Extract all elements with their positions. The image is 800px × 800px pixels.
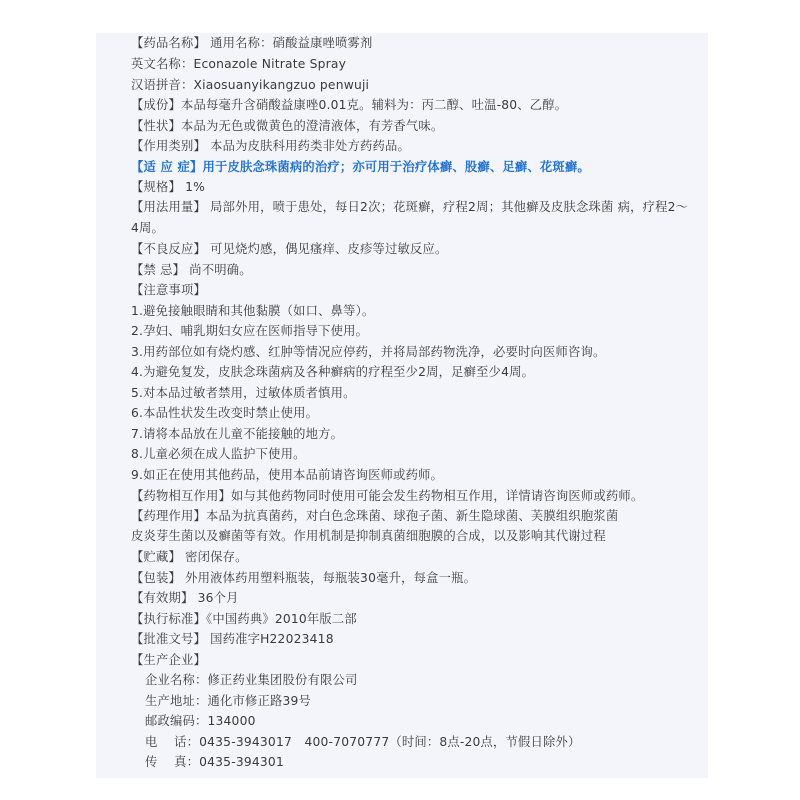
english-name-line: 英文名称：Econazole Nitrate Spray [131,57,347,71]
precaution-item: 1.避免接触眼睛和其他黏膜（如口、鼻等）。 [131,304,375,318]
standard-line: 【执行标准】《中国药典》2010年版二部 [131,612,357,626]
approval-number-line: 【批准文号】 国药准字H22023418 [131,632,334,646]
phone-line: 电 话：0435-3943017 400-7070777（时间：8点-20点，节假日除外） [145,735,581,749]
precaution-item: 9.如正在使用其他药品，使用本品前请咨询医师或药师。 [131,468,444,482]
precaution-item: 4.为避免复发，皮肤念珠菌病及各种癣病的疗程至少2周，足癣至少4周。 [131,365,535,379]
precaution-item: 3.用药部位如有烧灼感、红肿等情况应停药，并将局部药物洗净，必要时向医师咨询。 [131,345,606,359]
pharmacology-line-2: 皮炎芽生菌以及癣菌等有效。作用机制是抑制真菌细胞膜的合成，以及影响其代谢过程 [131,529,606,543]
postal-code-line: 邮政编码：134000 [145,714,256,728]
company-name-line: 企业名称：修正药业集团股份有限公司 [145,673,358,687]
precaution-item: 7.请将本品放在儿童不能接触的地方。 [131,427,344,441]
category-line: 【作用类别】 本品为皮肤科用药类非处方药药品。 [131,139,411,153]
packaging-line: 【包装】 外用液体药用塑料瓶装，每瓶装30毫升，每盒一瓶。 [131,571,477,585]
contraindications-line: 【禁 忌】 尚不明确。 [131,263,252,277]
interactions-line: 【药物相互作用】如与其他药物同时使用可能会发生药物相互作用，详情请咨询医师或药师。 [131,489,644,503]
pharmacology-line: 【药理作用】本品为抗真菌药，对白色念珠菌、球孢子菌、新生隐球菌、芙膜组织胞浆菌 [131,509,619,523]
address-line: 生产地址：通化市修正路39号 [145,694,312,708]
dosage-line: 【用法用量】 局部外用，喷于患处，每日2次；花斑癣，疗程2周；其他癣及皮肤念珠菌 病，疗程2～4周。 [131,200,689,235]
drug-name-line: 【药品名称】 通用名称：硝酸益康唑喷雾剂 [131,36,373,50]
precaution-item: 5.对本品过敏者禁用，过敏体质者慎用。 [131,386,356,400]
storage-line: 【贮藏】 密闭保存。 [131,550,248,564]
precautions-heading: 【注意事项】 [131,283,206,297]
specification-line: 【规格】 1% [131,180,206,194]
adverse-reactions-line: 【不良反应】 可见烧灼感，偶见瘙痒、皮疹等过敏反应。 [131,242,448,256]
appearance-line: 【性状】本品为无色或微黄色的澄清液体，有芳香气味。 [131,119,444,133]
indications-line: 【适 应 症】用于皮肤念珠菌病的治疗；亦可用于治疗体癣、股癣、足癣、花斑癣。 [131,160,590,174]
ingredients-line: 【成份】本品每毫升含硝酸益康唑0.01克。辅料为：丙二醇、吐温-80、乙醇。 [131,98,568,112]
precaution-item: 8.儿童必须在成人监护下使用。 [131,447,306,461]
pinyin-line: 汉语拼音：Xiaosuanyikangzuo penwuji [131,78,370,92]
precaution-item: 2.孕妇、哺乳期妇女应在医师指导下使用。 [131,324,369,338]
precaution-item: 6.本品性状发生改变时禁止使用。 [131,406,319,420]
fax-line: 传 真：0435-394301 [145,755,284,769]
shelf-life-line: 【有效期】 36个月 [131,591,239,605]
manufacturer-heading: 【生产企业】 [131,653,206,667]
